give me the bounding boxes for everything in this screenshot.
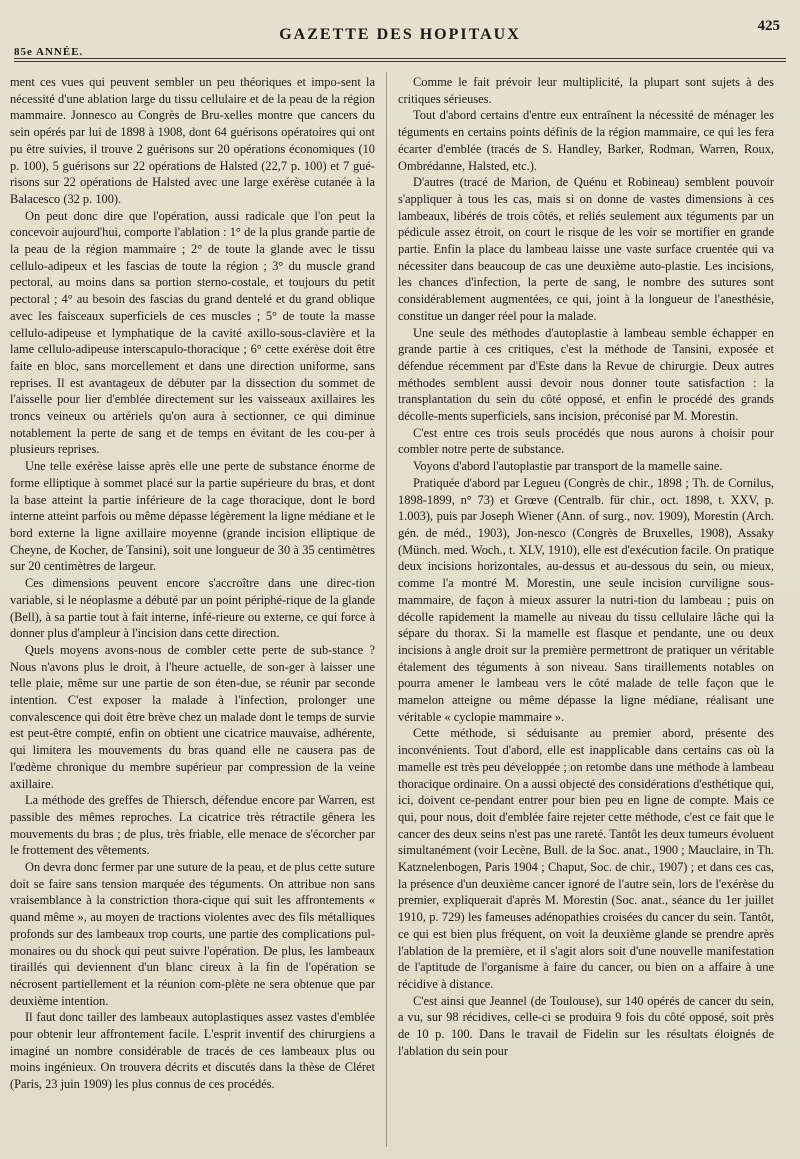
- paragraph: La méthode des greffes de Thiersch, défendue encore par Warren, est passible des mêmes reproches. La cicatrice très rétractile gênera les mouvements du bras ; de plus, très friable, elle menace de s'écorcher par le frottement des vêtements.: [10, 793, 375, 858]
- paragraph: Pratiquée d'abord par Legueu (Congrès de chir., 1898 ; Th. de Cornilus, 1898-1899, n° 73) et Grœve (Centralb. für chir., oct. 1898, t. XXV, p. 1.003), puis par Joseph Wiener (Ann. of surg., nov. 1909), Morestin (Arch. gén. de méd., 1903), Jon-nesco (Congrès de Bruxelles, 1908), Assaky (Münch. med. Woch., t. XLV, 1910), elle est d'exécution facile. On pratique deux incisions horizontales, au-dessus et au-dessous du sein, ou mieux, comme l'a montré M. Morestin, une seule incision curviligne sous-mammaire, de façon à mieux assurer la nutri-tion du lambeau ; puis on décolle rapidement la mamelle au niveau du tissu cellulaire lâche qui la sépare du thorax. Si la mamelle est flasque et pendante, une ou deux incisions à angle droit sur la première permettront de pratiquer un véritable étalement des téguments à son niveau. Sans tiraillements notables on pourra amener le lambeau vers le côté malade de telle façon que le mamelon atteigne ou même dépasse la ligne médiane, réalisant une véritable « cyclopie mammaire ».: [398, 475, 774, 724]
- right-column: [398, 74, 774, 1151]
- paragraph: Ces dimensions peuvent encore s'accroître dans une direc-tion variable, si le néoplasme a débuté par un point périphé-rique de la glande (Bell), à sa partie tout à fait interne, infé-rieure ou externe, ce qui force à donner plus d'ampleur à l'incision dans cette direction.: [10, 576, 375, 641]
- paragraph: On peut donc dire que l'opération, aussi radicale que l'on peut la concevoir aujourd'hui, comporte l'ablation : 1° de la plus grande partie de la peau de la région mammaire ; 2° de toute la glande avec le tissu cellulo-adipeux et les fascias de toute la région ; 3° du muscle grand pectoral, au moins dans sa portion sterno-costale, et toujours du petit pectoral ; 4° au besoin des fascias du grand dentelé et du grand oblique avec les faisceaux superficiels de ces muscles ; 5° de toute la masse cellulo-adipeuse et lymphatique de la cavité axillo-sous-clavière et la lame cellulo-adipeuse interscapulo-thoracique ; 6° cette exérèse doit être faite en bloc, sans morcellement et dans une direction uniforme, sans reprises. Il est avantageux de débuter par la dissection du sommet de l'aisselle pour lier d'emblée directement sur les vaisseaux axillaires les troncs veineux ou artériels qu'on aura à sectionner, ce qui diminue notablement la perte de sang et de temps en évitant de les cou-per à plusieurs reprises.: [10, 208, 375, 457]
- paragraph: Tout d'abord certains d'entre eux entraînent la nécessité de ménager les téguments en certains points définis de la région mammaire, ce qui les fera écarter d'emblée (tracés de S. Handley, Barker, Rodman, Warren, Roux, Ombrédanne, Halsted, etc.).: [398, 108, 774, 173]
- header-rule-secondary: [14, 61, 786, 62]
- paragraph: C'est entre ces trois seuls procédés que nous aurons à choisir pour combler notre perte de substance.: [398, 425, 774, 457]
- paragraph: On devra donc fermer par une suture de la peau, et de plus cette suture doit se faire sans tension marquée des téguments. On attribue non sans vraisemblance à la constriction thora-cique qui suit les affrontements « quand même », au moyen de tractions violentes avec des fils métalliques profonds sur des lambeaux trop courts, une partie des complications pul-monaires ou du shock qui peut suivre l'opération. De plus, les lambeaux tiraillés qui deviennent d'un blanc cireux à la fin de l'opération se nécrosent partiellement et la réunion com-plète ne sera obtenue que par deuxième intention.: [10, 860, 375, 1008]
- paragraph: D'autres (tracé de Marion, de Quénu et Robineau) semblent pouvoir s'appliquer à tous les cas, mais si on donne de vastes dimensions à ces lambeaux, libérés de trois côtés, et reliés seulement aux téguments par un pédicule assez étroit, on court le risque de les voir se mortifier en grande partie. Enfin la place du lambeau laisse une vaste surface cruentée qui va nécessiter dans beaucoup de cas une deuxième auto-plastie. Les incisions, les chances d'infection, la perte de sang, le nombre des sutures sont considérablement augmentées, ce qui, joint à la longueur de l'anesthésie, constitue un danger réel pour la malade.: [398, 175, 774, 323]
- paragraph: Une seule des méthodes d'autoplastie à lambeau semble échapper en grande partie à ces critiques, c'est la méthode de Tansini, exposée et défendue récemment par d'Este dans la Revue de chirurgie. Deux autres méthodes semblent aussi devoir nous donner toute satisfaction : la transplantation du sein du côté opposé, et enfin le procédé des grands décolle-ments superficiels, sans incision, préconisé par M. Morestin.: [398, 325, 774, 424]
- paragraph: ment ces vues qui peuvent sembler un peu théoriques et impo-sent la nécessité d'une ablation large du tissu cellulaire et de la peau de la région mammaire. Jonnesco au Congrès de Bru-xelles montre que cancers du sein opérés par lui de 1898 à 1908, dont 64 guérisons opératoires qui ont pu être suivies, il trouve 2 guérisons sur 20 opérations économiques (10 p. 100), 5 guérisons sur 22 opérations de Halsted (22,7 p. 100) et 7 gué-risons sur 22 opérations de Halsted avec une large exérèse cutanée à la Balacesco (32 p. 100).: [10, 75, 375, 206]
- year-label: 85e ANNÉE.: [14, 46, 84, 58]
- paragraph: C'est ainsi que Jeannel (de Toulouse), sur 140 opérés de cancer du sein, a vu, sur 98 récidives, celle-ci se produira 9 fois du côté opposé, soit près de 10 p. 100. Dans le travail de Fidelin sur les résultats éloignés de l'ablation du sein pour: [398, 993, 774, 1058]
- paragraph: Quels moyens avons-nous de combler cette perte de sub-stance ? Nous n'avons plus le droit, à l'heure actuelle, de son-ger à laisser une telle plaie, même sur une partie de son éten-due, se réunir par seconde intention. C'est exposer la malade à l'infection, prolonger une convalescence qui doit être brève chez un malade dont le temps de survie est peut-être compté, enfin on obtient une cicatrice mauvaise, adhérente, qui limitera les mouvements du bras quand elle ne causera pas de l'œdème chronique du membre supérieur par compression de la veine axillaire.: [10, 642, 375, 791]
- column-divider: [386, 72, 387, 1147]
- paragraph: Cette méthode, si séduisante au premier abord, présente des inconvénients. Tout d'abord, elle est inapplicable dans certains cas où la mamelle est très peu développée ; on retombe dans une méthode à lambeau thoracique ordinaire. On a aussi objecté des considérations d'esthétique qui, ici, doivent ce-pendant entrer pour bien peu en ligne de compte. Mais ce qui, pour nous, doit d'emblée faire rejeter cette méthode, c'est ce fait que le cancer des deux seins n'est pas une rareté. Tantôt les deux tumeurs évoluent simultanément (voir Lecène, Bull. de la Soc. anat., 1900 ; Mauclaire, in Th. Katznelenbogen, Paris 1904 ; Chaput, Soc. de chir., 1907) ; et dans ces cas, la présence d'un deuxième cancer ignoré de l'autre sein, lors de l'exérèse du premier, expliquerait d'après M. Morestin (Soc. anat., séance du 1er juillet 1910, p. 729) les fameuses adénopathies croisées du cancer du sein. Tantôt, ce qui est bien plus fréquent, on voit la deuxième glande se prendre après l'ablation de la première, et il s'agit alors soit d'une nouvelle manifestation de l'aptitude de l'organisme à faire du cancer, ou bien on a affaire à une récidive à distance.: [398, 726, 774, 991]
- paragraph: Une telle exérèse laisse après elle une perte de substance énorme de forme elliptique à sommet placé sur la partie supérieure du bras, et dont la base atteint la partie inférieure de la cage thoracique, dont le bord interne atteint parfois ou même dépasse légèrement la ligne médiane et le bord externe la ligne axillaire moyenne (grande incision elliptique de Cheyne, de Kocher, de Tansini), soit une longueur de 30 à 35 centimètres sur 20 centimètres de largeur.: [10, 459, 375, 574]
- journal-title: GAZETTE DES HOPITAUX: [279, 26, 521, 43]
- paragraph: Il faut donc tailler des lambeaux autoplastiques assez vastes d'emblée pour obtenir leur affrontement facile. L'esprit inventif des chirurgiens a imaginé un nombre considérable de tracés de ces lambeaux plus ou moins ingénieux. On trouvera décrits et discutés dans la thèse de Cléret (Paris, 23 juin 1909) les plus connus de ces procédés.: [10, 1010, 375, 1092]
- left-column: [10, 74, 375, 1151]
- header-rule: [14, 58, 786, 59]
- page-header: [0, 16, 800, 56]
- paragraph: Comme le fait prévoir leur multiplicité, la plupart sont sujets à des critiques sérieuses.: [398, 75, 774, 106]
- page-number: 425: [757, 18, 780, 34]
- paragraph: Voyons d'abord l'autoplastie par transport de la mamelle saine.: [413, 459, 723, 474]
